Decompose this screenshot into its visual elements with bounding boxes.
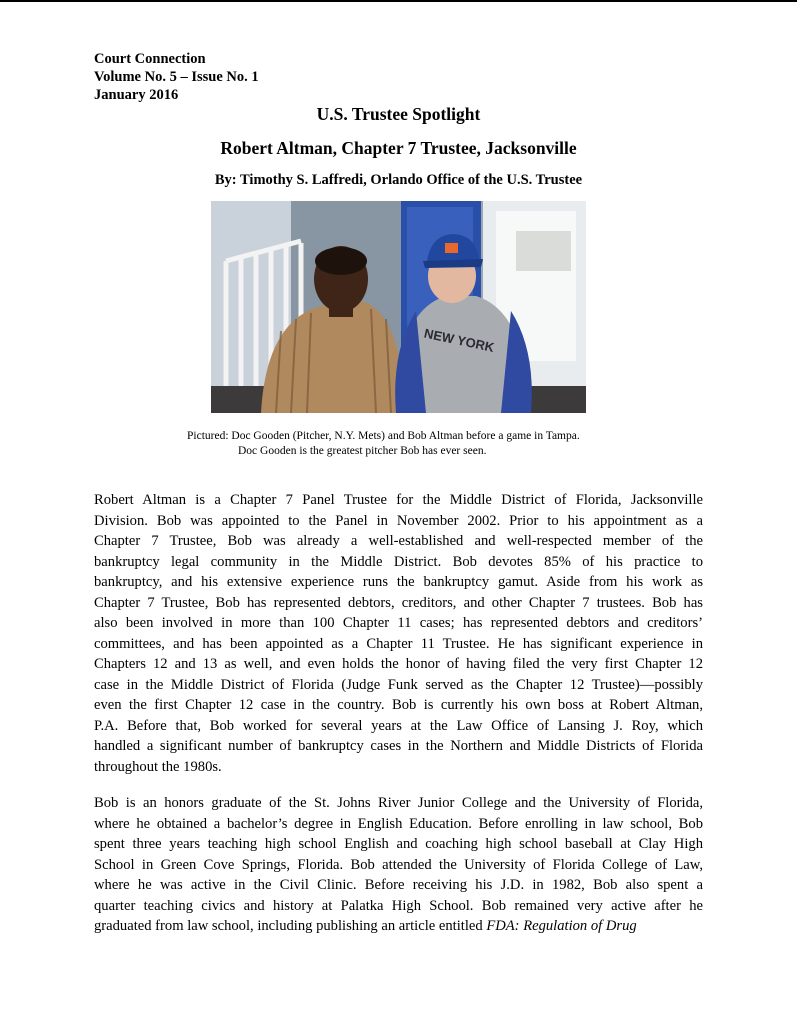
issue-date: January 2016	[94, 87, 179, 103]
paragraph-line: Chapter 7 Trustee, Bob has represented debtors, creditors, and other Chapter 7 trustees. Bob has	[94, 594, 703, 611]
top-rule	[0, 0, 797, 2]
byline: By: Timothy S. Laffredi, Orlando Office of the U.S. Trustee	[214, 172, 583, 188]
paragraph-line: bankruptcy, and his extensive experience runs the bankruptcy gamut. Aside from his work as	[94, 574, 703, 590]
shirt-lettering: NEW YORK	[422, 325, 496, 356]
paragraph-line: School in Green Cove Springs, Florida. Bob attended the University of Florida College of Law,	[94, 856, 703, 873]
last-line-lead: graduated from law school, including publishing an article entitled	[94, 918, 487, 934]
paragraph-line: case in the Middle District of Florida (Judge Funk served as the Chapter 12 Trustee)—possibly	[94, 676, 703, 693]
photo-caption-line-1: Pictured: Doc Gooden (Pitcher, N.Y. Mets) and Bob Altman before a game in Tampa.	[187, 430, 580, 442]
publication-name: Court Connection	[94, 51, 206, 67]
paragraph-line: handled a significant number of bankruptcy cases in the Northern and Middle Districts of Florida	[94, 738, 703, 754]
paragraph-line: even the first Chapter 12 case in the country. Bob is currently his own boss at Robert Altman,	[94, 697, 703, 713]
paragraph-1	[94, 490, 703, 777]
article-photo	[211, 201, 586, 413]
paragraph-line: Robert Altman is a Chapter 7 Panel Trustee for the Middle District of Florida, Jacksonville	[94, 492, 703, 508]
paragraph-line: Division. Bob was appointed to the Panel in November 2002. Prior to his appointment as a	[94, 512, 703, 529]
paragraph-line: Bob is an honors graduate of the St. Johns River Junior College and the University of Florida,	[94, 795, 703, 811]
volume-issue: Volume No. 5 – Issue No. 1	[94, 69, 259, 85]
paragraph-line: where he obtained a bachelor’s degree in English Education. Before enrolling in law school, Bob	[94, 815, 703, 832]
paragraph-line: where he was active in the Civil Clinic. Before receiving his J.D. in 1982, Bob also spent a	[94, 877, 703, 893]
masthead	[94, 50, 259, 104]
paragraph-line: quarter teaching civics and history at Palatka High School. Bob remained very active after he	[94, 897, 703, 914]
paragraph-line: throughout the 1980s.	[94, 758, 222, 775]
paragraph-line: Chapter 7 Trustee, Bob was already a well-established and well-respected member of the	[94, 533, 703, 549]
paragraph-line: committees, and has been appointed as a Chapter 11 Trustee. He has significant experience in	[94, 635, 703, 652]
section-heading: U.S. Trustee Spotlight	[316, 104, 481, 124]
paragraph-line: Chapters 12 and 13 as well, and even holds the honor of having filed the very first Chapter 12	[94, 656, 703, 672]
paragraph-2	[94, 793, 703, 937]
paragraph-line: P.A. Before that, Bob worked for several years at the Law Office of Lansing J. Roy, which	[94, 717, 703, 734]
photo-caption-line-2: Doc Gooden is the greatest pitcher Bob has ever seen.	[238, 445, 487, 457]
paragraph-line: spent three years teaching high school English and coaching high school baseball at Clay High	[94, 836, 703, 852]
paragraph-line-last	[94, 916, 703, 937]
article-title: Robert Altman, Chapter 7 Trustee, Jacksonville	[220, 138, 577, 158]
article-title-italic: FDA: Regulation of Drug	[486, 918, 637, 934]
paragraph-line: bankruptcy legal community in the Middle District. Bob devotes 85% of his practice to	[94, 553, 703, 570]
paragraph-line: also been involved in more than 100 Chapter 11 cases; has represented debtors and creditors’	[94, 615, 703, 631]
